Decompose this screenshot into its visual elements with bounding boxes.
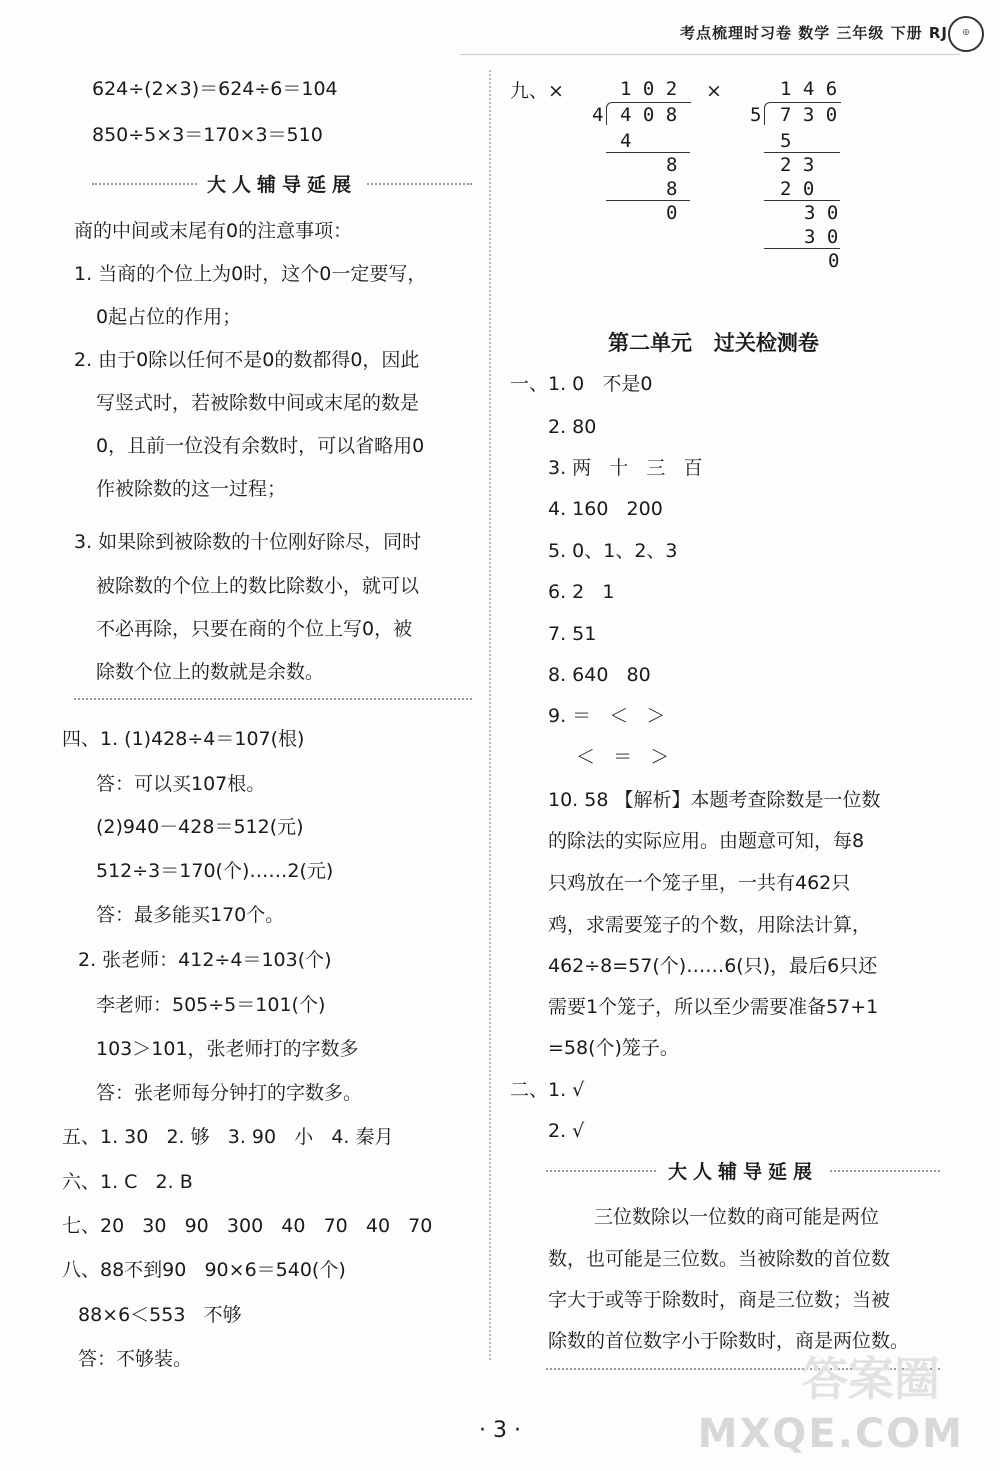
tip-section-2: [546, 1155, 940, 1185]
publisher-logo-icon: ◎: [948, 16, 984, 52]
tip-end-rule-1: [74, 698, 472, 700]
tip1-line: 0起占位的作用；: [96, 306, 242, 328]
answer-line: 88×6＜553 不够: [78, 1304, 242, 1326]
header-title: 考点梳理时习卷 数学 三年级 下册 RJ: [679, 24, 948, 42]
answer-line: 答：可以买107根。: [96, 773, 266, 795]
div2-divisor: 5: [750, 104, 762, 126]
answer-line: 需要1个笼子，所以至少需要准备57+1: [548, 996, 879, 1018]
answer-line: 四、1. (1)428÷4＝107(根): [62, 728, 305, 750]
answer-line: 7. 51: [548, 623, 597, 645]
section-nine-label: 九、×: [510, 80, 564, 102]
calc-line-1: 624÷(2×3)＝624÷6＝104: [92, 78, 338, 100]
tip1-line: 商的中间或末尾有0的注意事项：: [74, 220, 353, 242]
div2-rule: [764, 200, 840, 201]
div1-step: 8: [666, 154, 678, 176]
answer-line: 2. √: [548, 1120, 585, 1142]
answer-line: 5. 0、1、2、3: [548, 540, 678, 562]
tip1-line: 3. 如果除到被除数的十位刚好除尽，同时: [74, 531, 422, 553]
tip2-line: 字大于或等于除数时，商是三位数；当被: [548, 1289, 891, 1311]
header-rule: [460, 54, 960, 55]
div1-step: 4: [620, 130, 632, 152]
answer-line: 二、1. √: [510, 1079, 585, 1101]
tip1-line: 作被除数的这一过程；: [96, 478, 287, 500]
tip1-line: 0，且前一位没有余数时，可以省略用0: [96, 435, 425, 457]
column-divider: [489, 70, 491, 1360]
answer-line: 8. 640 80: [548, 664, 651, 686]
answer-line: 2. 80: [548, 416, 597, 438]
tip1-line: 写竖式时，若被除数中间或末尾的数是: [96, 392, 420, 414]
watermark-logo: 答案圈: [802, 1352, 940, 1406]
answer-line: 2. 张老师：412÷4＝103(个): [78, 949, 332, 971]
div2-remainder: 0: [828, 250, 840, 272]
div1-step: 8: [666, 178, 678, 200]
tip1-line: 不必再除，只要在商的个位上写0，被: [96, 618, 413, 640]
answer-line: 答：最多能买170个。: [96, 904, 285, 926]
tip2-line: 三位数除以一位数的商可能是两位: [594, 1206, 880, 1228]
answer-line: 李老师：505÷5＝101(个): [96, 994, 326, 1016]
tip1-line: 2. 由于0除以任何不是0的数都得0，因此: [74, 349, 420, 371]
answer-line: 一、1. 0 不是0: [510, 373, 653, 395]
answer-line: 10. 58 【解析】本题考查除数是一位数: [548, 789, 881, 811]
div1-quotient: 1 0 2: [620, 78, 678, 100]
div2-step: 3 0: [804, 202, 839, 224]
div2-quotient: 1 4 6: [780, 78, 838, 100]
answer-line: 512÷3＝170(个)……2(元): [96, 860, 334, 882]
answer-line: 五、1. 30 2. 够 3. 90 小 4. 秦月: [62, 1126, 394, 1148]
watermark-url: MXQE.COM: [697, 1411, 964, 1457]
answer-line: 答：张老师每分钟打的字数多。: [96, 1082, 363, 1104]
answer-line: 答：不够装。: [78, 1348, 193, 1370]
tip-title-1: 大人辅导延展: [197, 170, 367, 197]
answer-line: 八、88不到90 90×6＝540(个): [62, 1259, 346, 1281]
answer-line: 3. 两 十 三 百: [548, 457, 703, 479]
div1-remainder: 0: [666, 202, 678, 224]
section-nine-mark: ×: [706, 80, 722, 102]
tip2-line: 数，也可能是三位数。当被除数的首位数: [548, 1248, 891, 1270]
answer-line: 6. 2 1: [548, 581, 615, 603]
div2-step: 2 0: [780, 178, 815, 200]
div1-dividend: 4 0 8: [620, 104, 678, 126]
div2-rule: [764, 248, 840, 249]
tip-section-1: [92, 168, 472, 198]
div1-rule: [606, 152, 690, 153]
tip1-line: 1. 当商的个位上为0时，这个0一定要写，: [74, 263, 427, 285]
answer-line: ＜ ＝ ＞: [576, 746, 670, 768]
answer-line: 的除法的实际应用。由题意可知，每8: [548, 830, 865, 852]
answer-line: 六、1. C 2. B: [62, 1171, 193, 1193]
answer-line: 462÷8=57(个)……6(只)，最后6只还: [548, 955, 878, 977]
answer-line: 103＞101，张老师打的字数多: [96, 1038, 359, 1060]
page-number: · 3 ·: [479, 1418, 521, 1443]
answer-line: 鸡，求需要笼子的个数，用除法计算，: [548, 914, 872, 936]
div2-rule: [764, 152, 840, 153]
div2-step: 2 3: [780, 154, 815, 176]
div2-step: 5: [780, 130, 792, 152]
div2-step: 3 0: [804, 226, 839, 248]
answer-line: 七、20 30 90 300 40 70 40 70: [62, 1215, 433, 1237]
unit-title: 第二单元 过关检测卷: [608, 331, 819, 355]
answer-line: 4. 160 200: [548, 498, 663, 520]
answer-line: =58(个)笼子。: [548, 1037, 679, 1059]
tip1-line: 被除数的个位上的数比除数小，就可以: [96, 575, 420, 597]
answer-line: 只鸡放在一个笼子里，一共有462只: [548, 872, 851, 894]
tip2-line: 除数的首位数字小于除数时，商是两位数。: [548, 1330, 910, 1352]
tip-title-2: 大人辅导延展: [658, 1157, 828, 1184]
div2-dividend: 7 3 0: [780, 104, 838, 126]
tip1-line: 除数个位上的数就是余数。: [96, 661, 325, 683]
div1-rule: [606, 200, 690, 201]
answer-line: (2)940－428＝512(元): [96, 816, 304, 838]
calc-line-2: 850÷5×3＝170×3＝510: [92, 124, 323, 146]
div1-divisor: 4: [592, 104, 604, 126]
answer-line: 9. ＝ ＜ ＞: [548, 705, 666, 727]
